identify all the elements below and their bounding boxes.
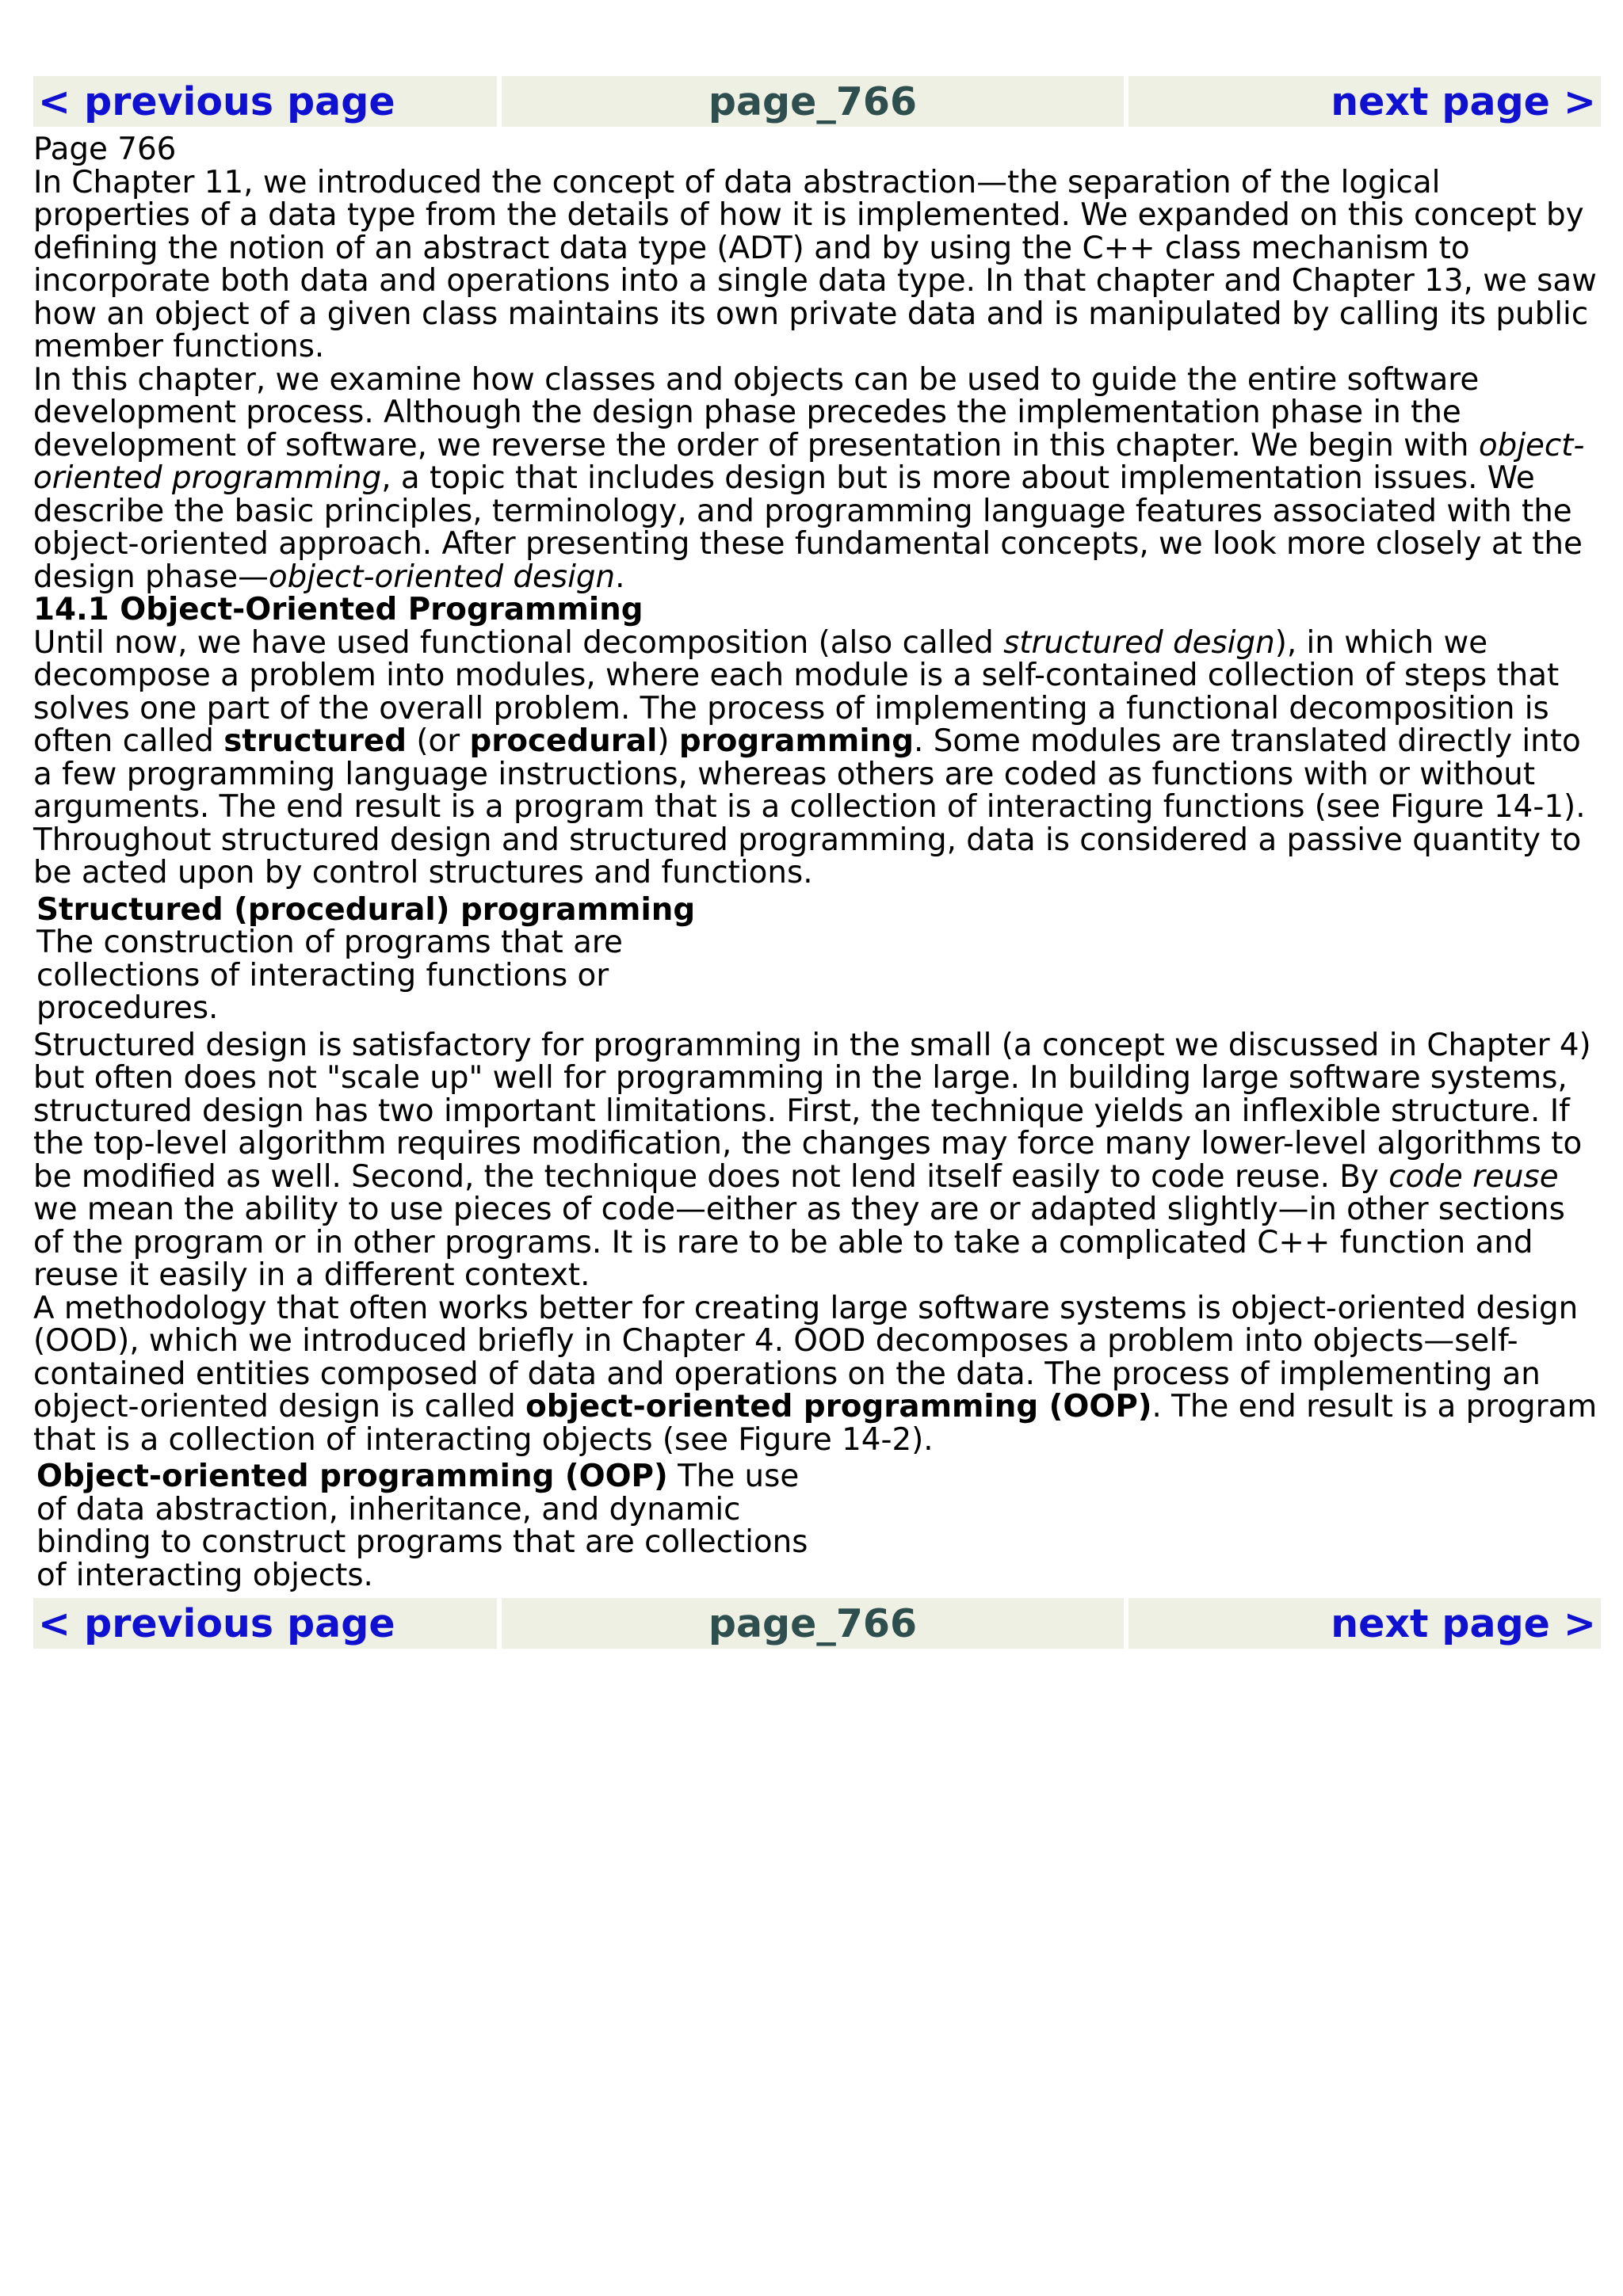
emphasis-code-reuse: code reuse <box>1388 1158 1559 1195</box>
bottom-nav-bar <box>33 1598 1601 1649</box>
glossary-oop <box>33 1460 813 1592</box>
term-procedural: procedural <box>469 723 658 759</box>
section-heading: 14.1 Object-Oriented Programming <box>33 592 643 627</box>
page-content <box>33 133 1601 1592</box>
glossary-term: Object-oriented programming (OOP) <box>36 1459 668 1494</box>
page-number: Page 766 <box>33 132 177 167</box>
emphasis-oop: object-oriented programming <box>33 427 1585 496</box>
term-programming: programming <box>678 723 915 759</box>
emphasis-structured-design: structured design <box>1003 624 1275 661</box>
page-id-label: page_766 <box>708 78 918 124</box>
paragraph-2: In this chapter, we examine how classes and objects can be used to guide the entire software development process. Although the design phase precedes the implementation phase in the development of software, we reverse the order of presentation in this chapter. We begin with object-oriented programming, a topic that includes design but is more about implementation issues. We describe the basic principles, terminology, and programming language features associated with the object-oriented approach. After presenting these fundamental concepts, we look more closely at the design phase—object-oriented design. <box>33 361 1585 595</box>
term-oop: object-oriented programming (OOP) <box>525 1389 1152 1425</box>
previous-page-link[interactable]: < previous page <box>38 1600 395 1646</box>
previous-page-link[interactable]: < previous page <box>38 78 395 124</box>
glossary-definition: The construction of programs that are collections of interacting functions or procedures. <box>36 925 623 1026</box>
term-structured: structured <box>223 723 407 759</box>
paragraph-5: A methodology that often works better for creating large software systems is object-oriented design (OOD), which we introduced briefly in Chapter 4. OOD decomposes a problem into objects—self-contained entities composed of data and operations on the data. The process of implementing an object-oriented design is called object-oriented programming (OOP). The end result is a program that is a collection of interacting objects (see Figure 14-2). <box>33 1290 1598 1458</box>
paragraph-4: Structured design is satisfactory for programming in the small (a concept we discussed in Chapter 4) but often does not "scale up" well for programming in the large. In building large software systems, structured design has two important limitations. First, the technique yields an inflexible structure. If the top-level algorithm requires modification, the changes may force many lower-level algorithms to be modified as well. Second, the technique does not lend itself easily to code reuse. By code reuse we mean the ability to use pieces of code—either as they are or adapted slightly—in other sections of the program or in other programs. It is rare to be able to take a complicated C++ function and reuse it easily in a different context. <box>33 1027 1591 1293</box>
page-id-cell <box>502 1598 1124 1649</box>
top-nav-bar <box>33 76 1601 127</box>
page-id-cell <box>502 76 1124 127</box>
page-id-label: page_766 <box>708 1600 918 1646</box>
paragraph-1: In Chapter 11, we introduced the concept of data abstraction—the separation of the logical properties of a data type from the details of how it is implemented. We expanded on this concept by defining the notion of an abstract data type (ADT) and by using the C++ class mechanism to incorporate both data and operations into a single data type. In that chapter and Chapter 13, we saw how an object of a given class maintains its own private data and is manipulated by calling its public member functions. <box>33 164 1597 364</box>
prev-cell <box>33 1598 497 1649</box>
next-cell <box>1128 1598 1601 1649</box>
page-container <box>33 76 1601 1649</box>
glossary-definition: The use of data abstraction, inheritance, and dynamic binding to construct programs that are collections of interacting objects. <box>36 1459 808 1593</box>
glossary-structured-programming <box>33 891 750 1026</box>
paragraph-3: Until now, we have used functional decomposition (also called structured design), in which we decompose a problem into modules, where each module is a self-contained collection of steps that solves one part of the overall problem. The process of implementing a functional decomposition is often called structured (or procedural) programming. Some modules are translated directly into a few programming language instructions, whereas others are coded as functions with or without arguments. The end result is a program that is a collection of interacting functions (see Figure 14-1). Throughout structured design and structured programming, data is considered a passive quantity to be acted upon by control structures and functions. <box>33 624 1586 891</box>
emphasis-ood: object-oriented design <box>268 559 616 595</box>
glossary-term: Structured (procedural) programming <box>36 891 696 928</box>
next-page-link[interactable]: next page > <box>1331 1600 1596 1646</box>
next-cell <box>1128 76 1601 127</box>
prev-cell <box>33 76 497 127</box>
next-page-link[interactable]: next page > <box>1331 78 1596 124</box>
